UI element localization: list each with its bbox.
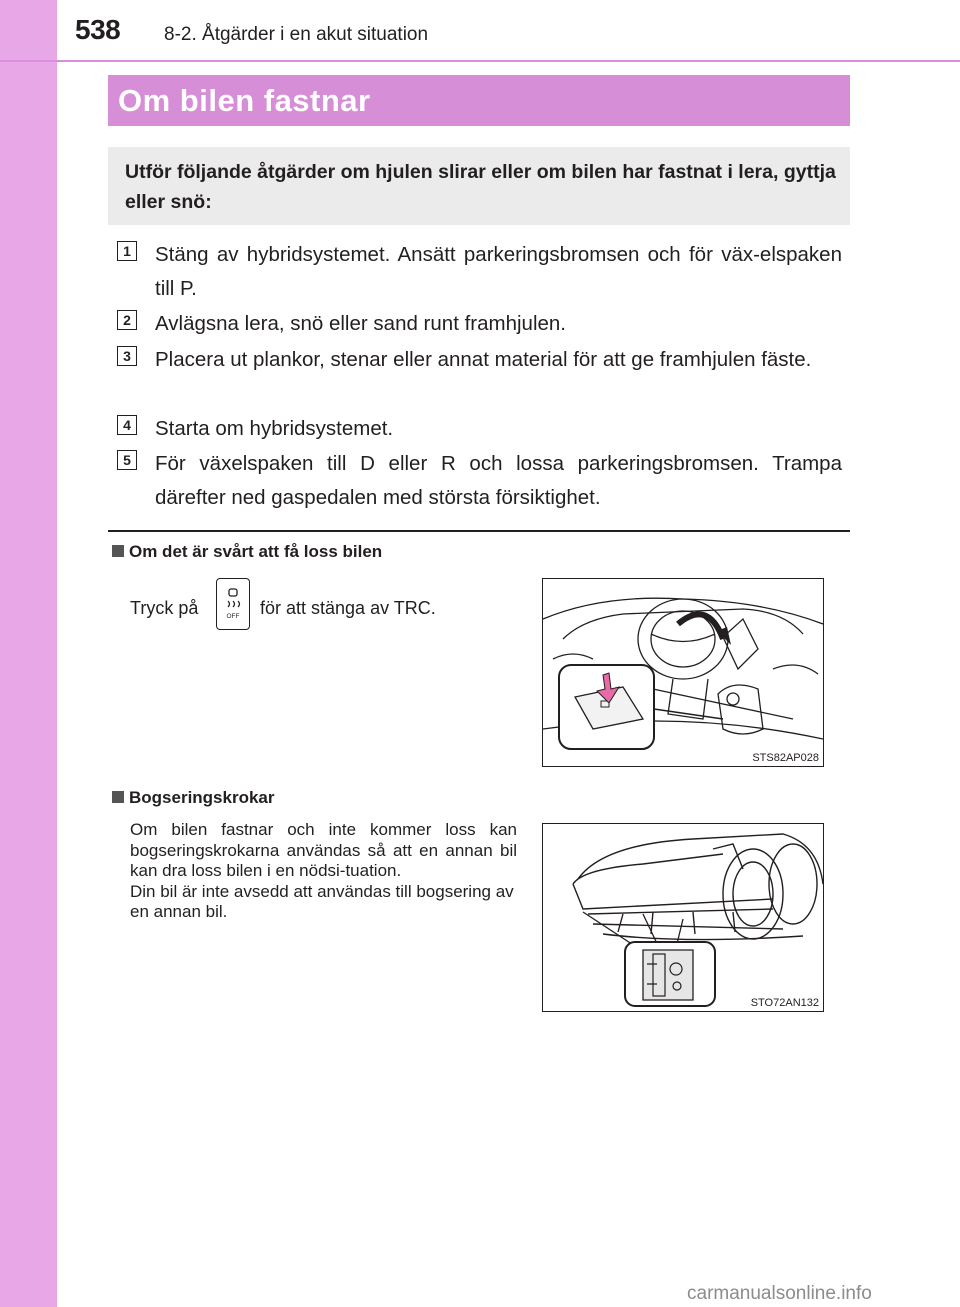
- step-number: 3: [117, 346, 137, 366]
- trc-text-before: Tryck på: [130, 598, 199, 618]
- step-text: Placera ut plankor, stenar eller annat material för att ge framhjulen fäste.: [155, 348, 812, 371]
- subheading-trc: [112, 542, 382, 562]
- figure-code: STS82AP028: [752, 752, 819, 764]
- subheading-tow: [112, 788, 275, 808]
- breadcrumb: 8-2. Åtgärder i en akut situation: [164, 24, 429, 45]
- skid-car-icon: [217, 579, 249, 629]
- bullet-square-icon: [112, 791, 124, 803]
- subheading-tow-text: Bogseringskrokar: [129, 788, 275, 807]
- figure-tow-hook: [542, 823, 824, 1012]
- step-number: 4: [117, 415, 137, 435]
- subheading-trc-text: Om det är svårt att få loss bilen: [129, 542, 383, 561]
- watermark: carmanualsonline.info: [687, 1283, 872, 1304]
- step-number: 2: [117, 310, 137, 330]
- step-text: Starta om hybridsystemet.: [155, 417, 394, 440]
- section-divider: [108, 530, 850, 532]
- step-text: Stäng av hybridsystemet. Ansätt parkeringsbromsen och för väx-elspaken till P.: [155, 243, 842, 300]
- step-text: För växelspaken till D eller R och lossa parkeringsbromsen. Trampa därefter ned gaspedalen med största försiktighet.: [155, 452, 842, 509]
- intro-text: Utför följande åtgärder om hjulen slirar eller om bilen har fastnat i lera, gyttja eller snö:: [125, 161, 836, 213]
- tow-paragraph-2: Din bil är inte avsedd att användas till bogsering av en annan bil.: [130, 881, 514, 921]
- section-title: Om bilen fastnar: [118, 83, 371, 118]
- step-number: 5: [117, 450, 137, 470]
- trc-off-switch-icon: [216, 578, 250, 630]
- page-number: 538: [75, 14, 121, 45]
- intro-box: [108, 147, 850, 225]
- dashboard-illustration: [543, 579, 823, 766]
- figure-code: STO72AN132: [750, 997, 819, 1009]
- step-text: Avlägsna lera, snö eller sand runt framhjulen.: [155, 312, 566, 335]
- section-title-band: [108, 75, 850, 126]
- trc-text-after: för att stänga av TRC.: [260, 598, 436, 618]
- page-sidebar: [0, 0, 57, 1307]
- car-rear-illustration: [543, 824, 823, 1011]
- tow-paragraph-1: Om bilen fastnar och inte kommer loss kan bogseringskrokarna användas så att en annan bil kan dra loss bilen i en nödsi-tuation.: [130, 820, 517, 880]
- bullet-square-icon: [112, 545, 124, 557]
- figure-trc-switch: [542, 578, 824, 767]
- header-rule: [0, 60, 960, 62]
- step-number: 1: [117, 241, 137, 261]
- tow-description: [130, 820, 517, 923]
- trc-button-label: OFF: [226, 613, 240, 620]
